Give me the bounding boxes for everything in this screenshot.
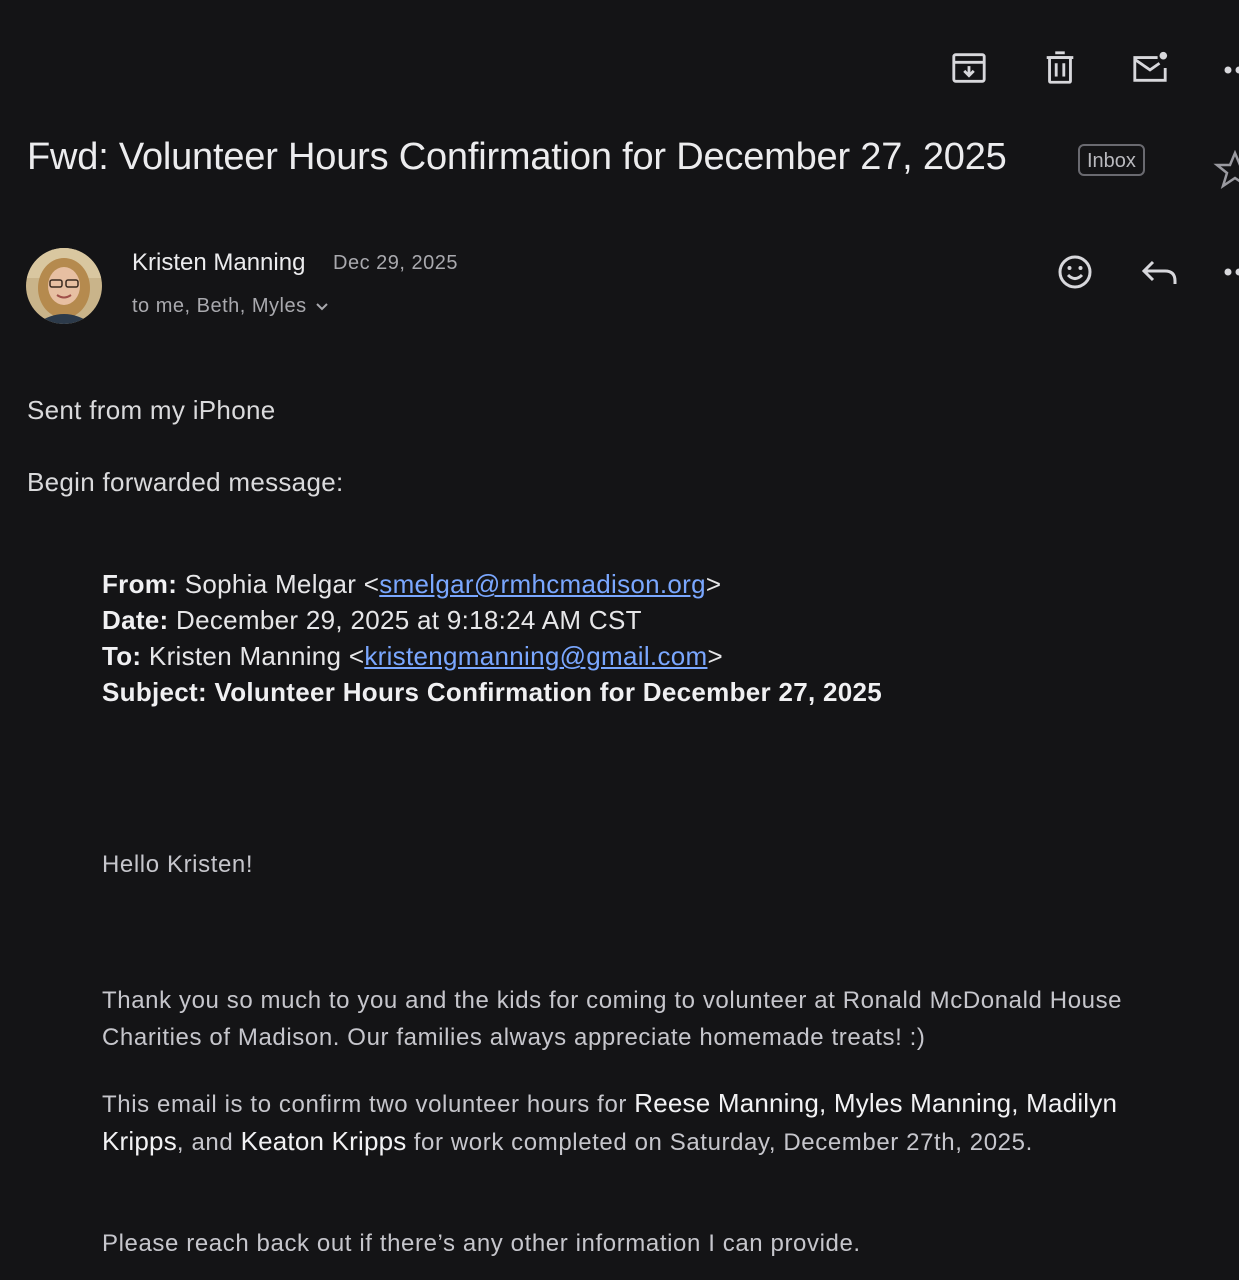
avatar-image (26, 248, 102, 324)
forwarded-date-line (102, 605, 642, 636)
subject-label: Subject: (102, 677, 207, 707)
greeting: Hello Kristen! (102, 851, 254, 878)
inbox-label-chip[interactable]: Inbox (1078, 144, 1145, 176)
forwarded-to-line (102, 641, 723, 672)
subject-value: Volunteer Hours Confirmation for December 27, 2025 (206, 677, 883, 707)
to-name: Kristen Manning < (141, 641, 365, 671)
more-horizontal-icon (1222, 260, 1239, 284)
from-name: Sophia Melgar < (177, 569, 380, 599)
reply-button[interactable] (1137, 250, 1181, 294)
archive-icon (950, 49, 988, 87)
recipients-toggle[interactable] (132, 295, 329, 318)
from-email-link[interactable]: smelgar@rmhcmadison.org (379, 569, 706, 599)
smiley-icon (1055, 252, 1095, 292)
volunteer-name: Madilyn Kripps (102, 1088, 1118, 1156)
forwarded-subject-line (102, 677, 882, 708)
trash-icon (1041, 49, 1079, 87)
date-label: Date: (102, 605, 169, 635)
forward-intro: Begin forwarded message: (27, 467, 344, 497)
recipients-text: to me, Beth, Myles (132, 295, 307, 317)
from-close: > (705, 569, 722, 599)
sender-avatar[interactable] (26, 248, 102, 324)
from-label: From: (102, 569, 178, 599)
to-label: To: (102, 641, 142, 671)
message-more-button[interactable] (1222, 260, 1239, 284)
volunteer-name: Myles Manning (833, 1088, 1012, 1118)
confirm-text-start: This email is to confirm two volunteer hours for (102, 1091, 635, 1118)
star-button[interactable] (1213, 150, 1239, 190)
email-date: Dec 29, 2025 (333, 252, 458, 274)
volunteer-name: Keaton Kripps (240, 1126, 407, 1156)
chevron-down-icon (315, 300, 329, 314)
name-separator: , and (176, 1129, 241, 1156)
email-subject: Fwd: Volunteer Hours Confirmation for December 27, 2025 (27, 136, 1007, 178)
more-horizontal-icon (1222, 58, 1239, 82)
more-options-button[interactable] (1222, 58, 1239, 82)
mail-unread-icon (1131, 49, 1169, 87)
star-icon (1213, 150, 1239, 190)
name-separator: , (1011, 1088, 1027, 1118)
archive-button[interactable] (949, 48, 989, 88)
forwarded-from-line (102, 569, 721, 600)
sender-name[interactable]: Kristen Manning (132, 249, 306, 276)
confirmation-paragraph (102, 1085, 1192, 1161)
confirm-text-end: for work completed on Saturday, December 27th, 2025. (406, 1129, 1033, 1156)
mark-unread-button[interactable] (1130, 48, 1170, 88)
closing-paragraph: Please reach back out if there’s any other information I can provide. (102, 1230, 861, 1257)
thank-you-paragraph: Thank you so much to you and the kids for coming to volunteer at Ronald McDonald House Charities of Madison. Our families always appreciate homemade treats! :) (102, 987, 1123, 1051)
reply-icon (1139, 252, 1179, 292)
signature-line: Sent from my iPhone (27, 395, 276, 425)
date-value: December 29, 2025 at 9:18:24 AM CST (168, 605, 642, 635)
name-separator: , (818, 1088, 834, 1118)
delete-button[interactable] (1040, 48, 1080, 88)
react-emoji-button[interactable] (1053, 250, 1097, 294)
volunteer-name: Reese Manning (634, 1088, 819, 1118)
to-close: > (707, 641, 723, 671)
to-email-link[interactable]: kristengmanning@gmail.com (364, 641, 708, 671)
